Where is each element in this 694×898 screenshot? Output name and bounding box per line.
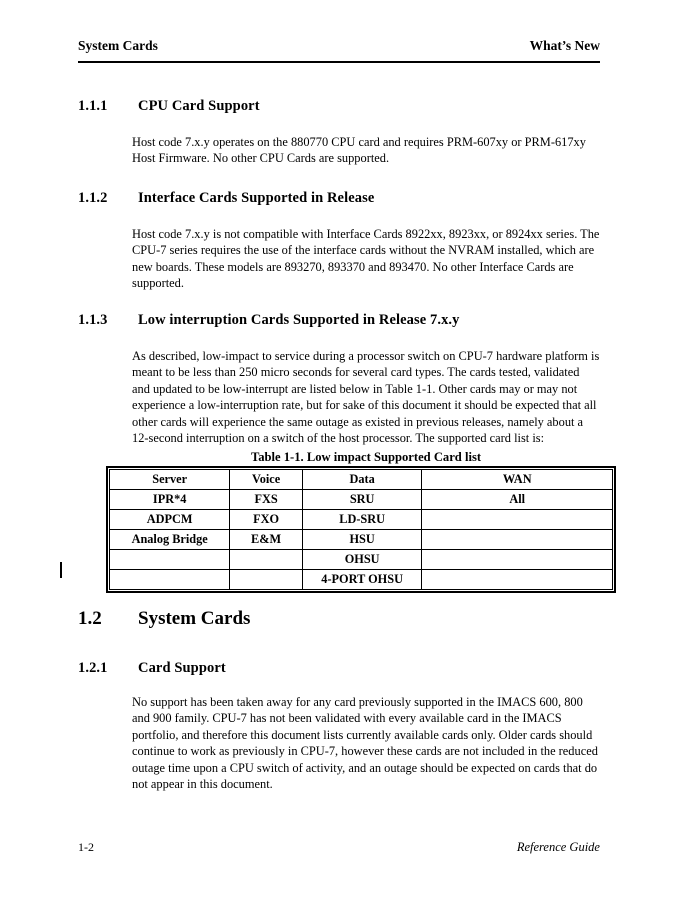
heading-number: 1.2 [78,608,102,629]
heading-title: Low interruption Cards Supported in Release 7.x.y [138,312,460,328]
card-table [109,469,613,590]
table-header-row [110,470,613,490]
table-row [110,510,613,530]
paragraph-1-1-3: As described, low-impact to service during a processor switch on CPU-7 hardware platform is meant to be less than 250 micro seconds for several card types. The cards tested, validated and updated to be low-interrupt are listed below in Table 1-1. Other cards may or may not experience a low-interruption rate, but for sake of this document it should be expected that all other cards will experience the same outage as existed in previous releases, namely about a 12-second interruption on a switch of the host processor. The supported card list is: [132,349,600,446]
footer-page-number: 1-2 [78,840,94,854]
table-column-header: Server [110,470,230,490]
table-cell: FXS [230,490,302,510]
paragraph-1-1-2: Host code 7.x.y is not compatible with Interface Cards 8922xx, 8923xx, or 8924xx series. The CPU-7 series requires the use of the interface cards without the NVRAM installed, which are new boards. These models are 893270, 893370 and 893470. No other Interface Cards are supported. [132,227,600,291]
table-cell: 4-PORT OHSU [302,570,422,590]
table-row [110,550,613,570]
heading-title: Interface Cards Supported in Release [138,190,375,206]
heading-1-2-1 [78,660,600,677]
table-cell: HSU [302,530,422,550]
heading-number: 1.1.3 [78,312,108,328]
table-cell [422,530,613,550]
table-cell: Analog Bridge [110,530,230,550]
table-caption: Table 1-1. Low impact Supported Card list [250,450,482,464]
card-table-container [106,466,616,593]
heading-number: 1.1.2 [78,190,108,206]
table-cell [422,550,613,570]
table-cell: IPR*4 [110,490,230,510]
header-right-text: What’s New [529,38,600,53]
table-row [110,490,613,510]
heading-title: Card Support [138,660,226,676]
table-cell [230,550,302,570]
table-cell: SRU [302,490,422,510]
heading-number: 1.1.1 [78,98,108,114]
table-column-header: WAN [422,470,613,490]
table-column-header: Data [302,470,422,490]
running-header [78,38,600,54]
table-cell: OHSU [302,550,422,570]
paragraph-1-2-1: No support has been taken away for any card previously supported in the IMACS 600, 800 and 900 family. CPU-7 has not been validated with every available card in the IMACS portfolio, and therefore this document lists currently available cards only. Older cards should continue to work as previously in CPU-7, however these cards are not included in the reduced outage time upon a CPU switch of activity, and an outage should be expected on cards that do not appear in this document. [132,695,598,792]
footer-doc-title: Reference Guide [516,840,600,854]
table-cell [422,570,613,590]
table-cell [110,550,230,570]
table-cell: FXO [230,510,302,530]
table-column-header: Voice [230,470,302,490]
table-row [110,530,613,550]
table-cell: E&M [230,530,302,550]
paragraph-1-1-1: Host code 7.x.y operates on the 880770 CPU card and requires PRM-607xy or PRM-617xy Host Firmware. No other CPU Cards are supported. [132,135,586,166]
header-left-text: System Cards [78,38,158,53]
table-cell [422,510,613,530]
change-bar-mark [60,562,62,578]
table-row [110,570,613,590]
header-divider [78,61,600,63]
heading-1-2 [78,608,600,630]
heading-1-1-3 [78,312,600,329]
heading-1-1-1 [78,98,600,115]
table-cell: ADPCM [110,510,230,530]
table-cell: LD-SRU [302,510,422,530]
table-cell [230,570,302,590]
heading-number: 1.2.1 [78,660,108,676]
heading-title: CPU Card Support [138,98,260,114]
table-cell [110,570,230,590]
heading-1-1-2 [78,190,600,207]
table-cell: All [422,490,613,510]
heading-title: System Cards [138,608,251,629]
